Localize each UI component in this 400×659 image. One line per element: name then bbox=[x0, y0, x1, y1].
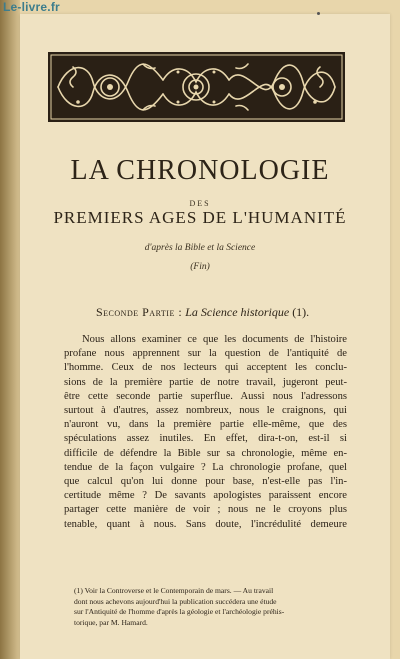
body-line: tendue de la façon vulgaire ? La chronologie profane, quel bbox=[64, 461, 347, 473]
body-line: tenable, quant à nous. Sans doute, l'incrédulité demeure bbox=[64, 518, 347, 530]
footnote bbox=[74, 586, 352, 628]
page-title: LA CHRONOLOGIE bbox=[70, 155, 330, 186]
body-line: que calcul qu'on lui donne pour base, n'est-elle pas l'in- bbox=[64, 476, 347, 488]
body-line: surtout à d'autres, assez nombreux, nous le craignons, qui bbox=[64, 405, 347, 417]
footnote-line: (1) Voir la Controverse et le Contemporain de mars. — Au travail bbox=[74, 586, 274, 595]
subtitle-qualifier: d'après la Bible et la Science bbox=[144, 243, 256, 253]
page-mark bbox=[317, 12, 320, 15]
page-left-shadow bbox=[0, 0, 20, 659]
section-title: La Science historique bbox=[185, 305, 290, 319]
footnote-line: sur l'Antiquité de l'homme d'après la géologie et l'archéologie préhis- bbox=[74, 607, 285, 616]
ornament-header-icon bbox=[48, 52, 345, 122]
watermark: Le-livre.fr bbox=[3, 0, 60, 14]
body-line: être cette seconde partie superflue. Aussi nous l'adressons bbox=[64, 390, 347, 402]
page-subtitle: PREMIERS AGES DE L'HUMANITÉ bbox=[53, 208, 347, 227]
body-line: Nous allons examiner ce que les documents de l'histoire bbox=[82, 334, 347, 345]
body-line: difficile de défendre la Bible sur sa chronologie, même en- bbox=[64, 447, 347, 459]
section-note-ref: (1). bbox=[289, 305, 310, 319]
body-line: n'auront vu, dans la première partie elle-même, que des bbox=[64, 419, 347, 431]
body-line: l'homme. Ceux de nos lecteurs qui acceptent les conclu- bbox=[64, 362, 347, 374]
section-heading bbox=[96, 305, 309, 320]
fin-mark: (Fin) bbox=[190, 262, 210, 272]
body-paragraph bbox=[64, 333, 347, 532]
section-label: Seconde Partie : bbox=[96, 305, 183, 319]
body-line: certitude même ? De savants apologistes paraissent encore bbox=[64, 490, 347, 502]
body-line: sions de la première partie de notre travail, jugeront peut- bbox=[64, 376, 347, 388]
title-connector: DES bbox=[189, 199, 211, 208]
body-line: profane nous apprennent sur la question de l'antiquité de bbox=[64, 348, 347, 360]
body-line: partager cette manière de voir ; nous ne le croyons plus bbox=[64, 504, 347, 516]
footnote-line: torique, par M. Hamard. bbox=[74, 617, 148, 627]
footnote-line: dont nous achevons aujourd'hui la publication succédera une étude bbox=[74, 596, 277, 606]
body-line: spéculations assez inutiles. En effet, dira-t-on, est-il si bbox=[64, 433, 347, 445]
